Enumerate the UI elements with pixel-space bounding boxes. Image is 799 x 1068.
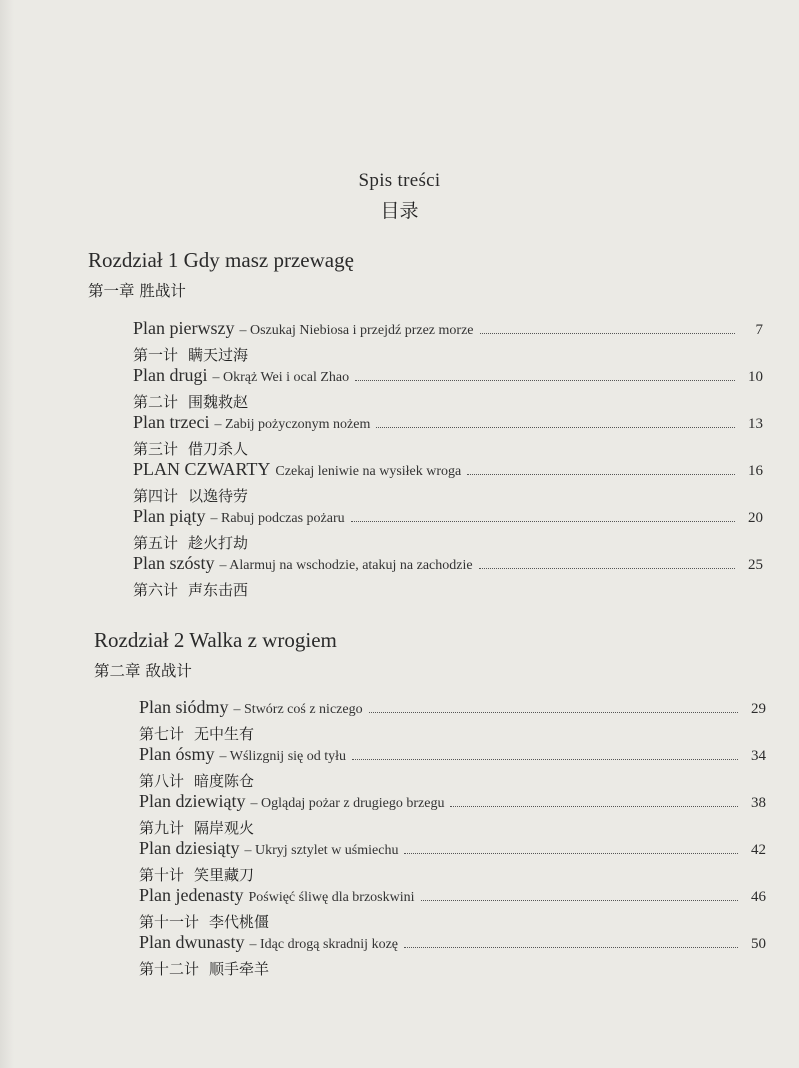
page-number: 50 bbox=[751, 936, 766, 952]
toc-entry[interactable] bbox=[139, 791, 766, 838]
plan-chinese-number: 第三计 bbox=[133, 440, 179, 458]
toc-entry[interactable] bbox=[139, 838, 766, 885]
toc-heading bbox=[0, 170, 799, 223]
plan-name: Plan szósty bbox=[133, 553, 215, 573]
plan-chinese-name: 李代桃僵 bbox=[209, 913, 270, 931]
plan-subtitle: – Wślizgnij się od tyłu bbox=[219, 749, 347, 764]
page-number: 46 bbox=[751, 889, 766, 905]
plan-chinese-name: 隔岸观火 bbox=[194, 819, 255, 837]
plan-chinese bbox=[139, 958, 766, 979]
plan-chinese bbox=[133, 485, 763, 506]
toc-title-chinese: 目录 bbox=[380, 200, 419, 222]
toc-entry-line bbox=[139, 885, 766, 909]
toc-entry-line bbox=[133, 506, 763, 530]
chapter-2-plan-list bbox=[139, 697, 766, 979]
plan-chinese bbox=[133, 391, 763, 412]
plan-name: Plan drugi bbox=[133, 365, 208, 385]
plan-chinese-number: 第六计 bbox=[133, 581, 179, 599]
page-number: 25 bbox=[748, 557, 763, 573]
toc-entry[interactable] bbox=[139, 744, 766, 791]
plan-name: Plan jedenasty bbox=[139, 885, 244, 905]
page-number: 29 bbox=[751, 701, 766, 717]
plan-chinese bbox=[139, 723, 766, 744]
plan-subtitle: – Oszukaj Niebiosa i przejdź przez morze bbox=[239, 323, 474, 338]
page-number: 20 bbox=[748, 510, 763, 526]
dot-leader bbox=[421, 899, 738, 901]
toc-entry[interactable] bbox=[133, 365, 763, 412]
dot-leader bbox=[450, 805, 738, 807]
toc-entry-line bbox=[139, 697, 766, 721]
page-number: 7 bbox=[755, 322, 763, 338]
plan-chinese-number: 第十一计 bbox=[139, 913, 200, 931]
plan-chinese bbox=[139, 770, 766, 791]
plan-subtitle: – Stwórz coś z niczego bbox=[233, 702, 363, 717]
toc-entry-line bbox=[139, 838, 766, 862]
plan-chinese-name: 顺手牵羊 bbox=[209, 960, 270, 978]
toc-title-polish: Spis treści bbox=[358, 170, 441, 191]
plan-chinese-name: 围魏救赵 bbox=[188, 393, 249, 411]
plan-chinese bbox=[139, 911, 766, 932]
toc-entry-line bbox=[133, 318, 763, 342]
dot-leader bbox=[467, 473, 735, 475]
plan-chinese-name: 以逸待劳 bbox=[188, 487, 249, 505]
page-number: 34 bbox=[751, 748, 766, 764]
toc-entry[interactable] bbox=[133, 506, 763, 553]
dot-leader bbox=[355, 379, 735, 381]
page-edge-shadow bbox=[0, 0, 14, 1068]
plan-chinese bbox=[133, 532, 763, 553]
chapter-1-plan-list bbox=[133, 318, 763, 600]
chapter-2-heading bbox=[94, 628, 337, 681]
plan-chinese-number: 第十计 bbox=[139, 866, 185, 884]
dot-leader bbox=[369, 711, 738, 713]
plan-name: Plan dwunasty bbox=[139, 932, 245, 952]
plan-chinese bbox=[139, 864, 766, 885]
plan-name: PLAN CZWARTY bbox=[133, 459, 271, 479]
plan-chinese-name: 声东击西 bbox=[188, 581, 249, 599]
page-number: 38 bbox=[751, 795, 766, 811]
plan-chinese-number: 第八计 bbox=[139, 772, 185, 790]
plan-name: Plan trzeci bbox=[133, 412, 210, 432]
plan-subtitle: Poświęć śliwę dla brzoskwini bbox=[248, 890, 415, 905]
plan-name: Plan dziewiąty bbox=[139, 791, 246, 811]
plan-subtitle: – Oglądaj pożar z drugiego brzegu bbox=[250, 796, 445, 811]
plan-name: Plan dziesiąty bbox=[139, 838, 240, 858]
chapter-title-chinese: 第一章 胜战计 bbox=[88, 282, 186, 300]
plan-subtitle: – Alarmuj na wschodzie, atakuj na zachodzie bbox=[219, 558, 473, 573]
plan-chinese-number: 第九计 bbox=[139, 819, 185, 837]
dot-leader bbox=[404, 852, 738, 854]
toc-entry[interactable] bbox=[133, 412, 763, 459]
toc-entry[interactable] bbox=[133, 553, 763, 600]
plan-chinese-number: 第四计 bbox=[133, 487, 179, 505]
plan-chinese-name: 趁火打劫 bbox=[188, 534, 249, 552]
plan-chinese-name: 无中生有 bbox=[194, 725, 255, 743]
toc-entry-line bbox=[139, 932, 766, 956]
toc-entry-line bbox=[139, 744, 766, 768]
plan-chinese bbox=[133, 579, 763, 600]
plan-chinese-number: 第七计 bbox=[139, 725, 185, 743]
toc-entry-line bbox=[139, 791, 766, 815]
toc-entry[interactable] bbox=[133, 459, 763, 506]
plan-chinese bbox=[139, 817, 766, 838]
toc-entry[interactable] bbox=[133, 318, 763, 365]
dot-leader bbox=[352, 758, 738, 760]
plan-name: Plan pierwszy bbox=[133, 318, 235, 338]
toc-entry-line bbox=[133, 553, 763, 577]
dot-leader bbox=[404, 946, 738, 948]
plan-chinese-number: 第二计 bbox=[133, 393, 179, 411]
plan-subtitle: Czekaj leniwie na wysiłek wroga bbox=[275, 464, 462, 479]
plan-subtitle: – Zabij pożyczonym nożem bbox=[214, 417, 371, 432]
plan-chinese bbox=[133, 438, 763, 459]
plan-name: Plan ósmy bbox=[139, 744, 215, 764]
plan-chinese-name: 暗度陈仓 bbox=[194, 772, 255, 790]
dot-leader bbox=[376, 426, 735, 428]
plan-chinese bbox=[133, 344, 763, 365]
plan-chinese-name: 瞒天过海 bbox=[188, 346, 249, 364]
plan-subtitle: – Idąc drogą skradnij kozę bbox=[249, 937, 398, 952]
toc-entry[interactable] bbox=[139, 885, 766, 932]
plan-chinese-name: 借刀杀人 bbox=[188, 440, 249, 458]
page-number: 10 bbox=[748, 369, 763, 385]
dot-leader bbox=[351, 520, 735, 522]
chapter-title-polish: Rozdział 2 Walka z wrogiem bbox=[94, 628, 337, 652]
plan-chinese-number: 第十二计 bbox=[139, 960, 200, 978]
toc-entry-line bbox=[133, 459, 763, 483]
chapter-title-chinese: 第二章 敌战计 bbox=[94, 662, 192, 680]
toc-entry-line bbox=[133, 365, 763, 389]
plan-chinese-name: 笑里藏刀 bbox=[194, 866, 255, 884]
chapter-title-polish: Rozdział 1 Gdy masz przewagę bbox=[88, 248, 354, 272]
page-number: 13 bbox=[748, 416, 763, 432]
toc-entry[interactable] bbox=[139, 932, 766, 979]
toc-entry[interactable] bbox=[139, 697, 766, 744]
plan-subtitle: – Okrąż Wei i ocal Zhao bbox=[212, 370, 350, 385]
plan-chinese-number: 第五计 bbox=[133, 534, 179, 552]
plan-name: Plan piąty bbox=[133, 506, 206, 526]
dot-leader bbox=[479, 567, 735, 569]
chapter-1-heading bbox=[88, 248, 354, 301]
plan-chinese-number: 第一计 bbox=[133, 346, 179, 364]
page-number: 16 bbox=[748, 463, 763, 479]
plan-subtitle: – Rabuj podczas pożaru bbox=[210, 511, 345, 526]
plan-name: Plan siódmy bbox=[139, 697, 229, 717]
dot-leader bbox=[480, 332, 736, 334]
page-number: 42 bbox=[751, 842, 766, 858]
plan-subtitle: – Ukryj sztylet w uśmiechu bbox=[244, 843, 399, 858]
toc-entry-line bbox=[133, 412, 763, 436]
